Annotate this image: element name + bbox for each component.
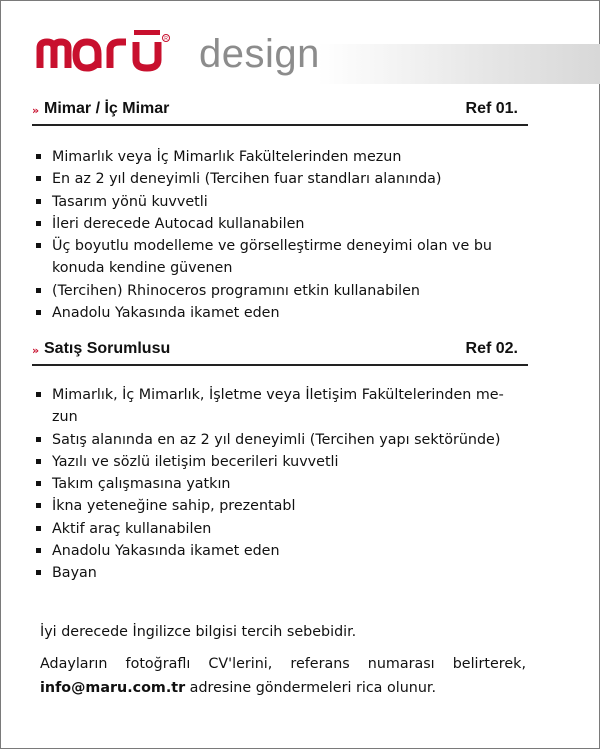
bullet-icon bbox=[36, 243, 41, 248]
bullet-icon bbox=[36, 176, 41, 181]
application-instructions bbox=[40, 652, 526, 700]
requirements-list-satis bbox=[36, 384, 526, 585]
bullet-icon bbox=[36, 288, 41, 293]
bullet-icon bbox=[36, 310, 41, 315]
list-item: Anadolu Yakasında ikamet eden bbox=[36, 302, 526, 324]
bullet-icon bbox=[36, 526, 41, 531]
requirements-list-mimar bbox=[36, 146, 526, 324]
list-item: Üç boyutlu modelleme ve görselleştirme deneyimi olan ve bu konuda kendine güvenen bbox=[36, 235, 526, 280]
bullet-icon bbox=[36, 392, 41, 397]
section-ref: Ref 01. bbox=[465, 100, 518, 117]
bullet-icon bbox=[36, 503, 41, 508]
list-item: Satış alanında en az 2 yıl deneyimli (Tercihen yapı sektöründe) bbox=[36, 429, 526, 451]
maru-logo-mark bbox=[34, 30, 204, 78]
bullet-icon bbox=[36, 221, 41, 226]
section-header-mimar bbox=[32, 100, 528, 126]
list-item: En az 2 yıl deneyimli (Tercihen fuar standları alanında) bbox=[36, 168, 526, 190]
list-item: Aktif araç kullanabilen bbox=[36, 518, 526, 540]
language-note: İyi derecede İngilizce bilgisi tercih sebebidir. bbox=[40, 624, 357, 640]
list-item: Yazılı ve sözlü iletişim becerileri kuvvetli bbox=[36, 451, 526, 473]
apply-text-1: Adayların fotoğraflı CV'lerini, referans numarası belirterek, bbox=[40, 656, 526, 672]
email-link[interactable]: info@maru.com.tr bbox=[40, 680, 186, 696]
bullet-icon bbox=[36, 199, 41, 204]
list-item: Takım çalışmasına yatkın bbox=[36, 473, 526, 495]
list-item: Anadolu Yakasında ikamet eden bbox=[36, 540, 526, 562]
list-item: İkna yeteneğine sahip, prezentabl bbox=[36, 495, 526, 517]
apply-text-2: adresine göndermeleri rica olunur. bbox=[185, 680, 436, 696]
bullet-icon bbox=[36, 437, 41, 442]
list-item: (Tercihen) Rhinoceros programını etkin kullanabilen bbox=[36, 280, 526, 302]
list-item: Mimarlık veya İç Mimarlık Fakültelerinden mezun bbox=[36, 146, 526, 168]
bullet-icon bbox=[36, 459, 41, 464]
double-chevron-icon: » bbox=[32, 344, 38, 357]
bullet-icon bbox=[36, 481, 41, 486]
bullet-icon bbox=[36, 154, 41, 159]
section-ref: Ref 02. bbox=[465, 340, 518, 357]
section-title: Mimar / İç Mimar bbox=[44, 100, 170, 117]
list-item: Bayan bbox=[36, 562, 526, 584]
section-title: Satış Sorumlusu bbox=[44, 340, 171, 357]
bullet-icon bbox=[36, 570, 41, 575]
list-item: Mimarlık, İç Mimarlık, İşletme veya İletişim Fakültelerinden me- zun bbox=[36, 384, 526, 429]
logo-gradient-band bbox=[318, 44, 600, 84]
bullet-icon bbox=[36, 548, 41, 553]
logo-text-design: design bbox=[199, 32, 320, 76]
list-item: Tasarım yönü kuvvetli bbox=[36, 191, 526, 213]
section-header-satis bbox=[32, 340, 528, 366]
svg-text:R: R bbox=[164, 36, 168, 43]
list-item: İleri derecede Autocad kullanabilen bbox=[36, 213, 526, 235]
double-chevron-icon: » bbox=[32, 104, 38, 117]
